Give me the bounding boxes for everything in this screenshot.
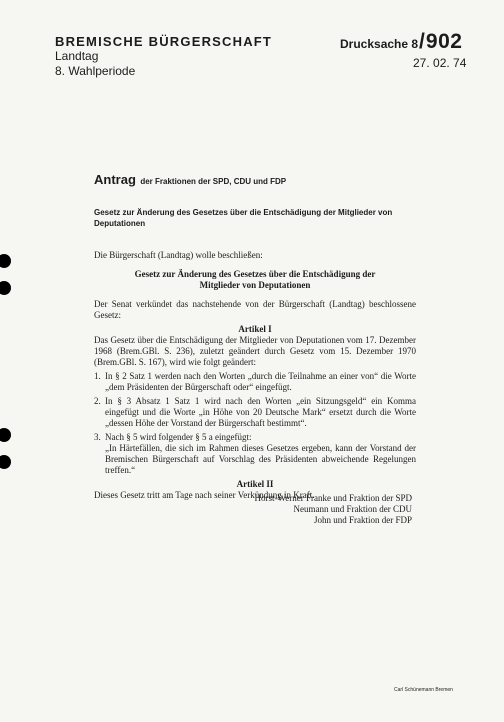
- signature-line: Horst-Werner Franke und Fraktion der SPD: [254, 493, 412, 503]
- article-2-title: Artikel II: [236, 479, 274, 489]
- list-item-text: Nach § 5 wird folgender § 5 a eingefügt:: [105, 432, 252, 442]
- organization-name: BREMISCHE BÜRGERSCHAFT: [55, 34, 273, 49]
- drucksache-value: 902: [425, 30, 463, 53]
- motion-label: Antrag: [94, 172, 136, 187]
- punch-hole-2: [0, 281, 11, 295]
- law-title: [94, 269, 416, 291]
- header-left: [55, 34, 272, 79]
- signature-line: Neumann und Fraktion der CDU: [293, 504, 412, 514]
- article-1-title: Artikel I: [238, 324, 272, 334]
- legislative-period: 8. Wahlperiode: [55, 64, 136, 78]
- law-title-line-1: Gesetz zur Änderung des Gesetzes über die Entschädigung der: [134, 269, 376, 279]
- motion-heading: [94, 171, 286, 189]
- list-item-text: In § 2 Satz 1 werden nach den Worten „durch die Teilnahme an einer von“ die Worte „dem Präsidenten der Bürgerschaft oder“ eingefügt.: [105, 371, 416, 392]
- list-item: [94, 371, 416, 393]
- list-item-number: 2.: [94, 396, 101, 406]
- proclamation-text: Der Senat verkündet das nachstehende von der Bürgerschaft (Landtag) beschlossene Gesetz:: [94, 299, 416, 320]
- list-item-number: 1.: [94, 371, 101, 381]
- list-item-number: 3.: [94, 432, 101, 442]
- motion-factions: der Fraktionen der SPD, CDU und FDP: [140, 177, 287, 186]
- list-item: [94, 432, 416, 476]
- printer-imprint: Carl Schünemann Bremen: [394, 687, 453, 693]
- list-item-text-block: [105, 432, 416, 476]
- article-1-text: Das Gesetz über die Entschädigung der Mitglieder von Deputationen vom 17. Dezember 1968 (Brem.GBl. S. 236), zuletzt geändert durch Gesetz vom 15. Dezember 1970 (Brem.GBl. S. 167), wird wie folgt geändert:: [94, 335, 416, 367]
- punch-hole-4: [0, 455, 11, 469]
- chamber-name: Landtag: [55, 49, 99, 63]
- document-date: 27. 02. 74: [413, 56, 467, 70]
- list-item-text: In § 3 Absatz 1 Satz 1 wird nach den Worten „ein Sitzungsgeld“ ein Komma eingefügt und die Worte „in Höhe von 20 Deutsche Mark“ ersetzt durch die Worte „dessen Höhe der Vorstand der Bürgerschaft bestimmt“.: [105, 396, 416, 428]
- change-list: [94, 371, 416, 476]
- motion-body: [94, 250, 416, 501]
- signature-line: John und Fraktion der FDP: [313, 515, 412, 525]
- list-item: [94, 396, 416, 429]
- drucksache-number: [340, 30, 462, 54]
- intro-text: Die Bürgerschaft (Landtag) wolle beschließen:: [94, 250, 263, 260]
- inserted-paragraph-quote: „In Härtefällen, die sich im Rahmen dieses Gesetzes ergeben, kann der Vorstand der Bremischen Bürgerschaft auf Vorschlag des Präsidenten abweichende Regelungen treffen.“: [105, 443, 416, 475]
- signature-block: [212, 493, 412, 526]
- article-2-text: Dieses Gesetz tritt am Tage nach seiner Verkündung in Kraft.: [94, 490, 315, 500]
- punch-hole-1: [0, 254, 11, 268]
- drucksache-separator: /: [419, 30, 425, 53]
- punch-hole-3: [0, 428, 11, 442]
- motion-subject: Gesetz zur Änderung des Gesetzes über die Entschädigung der Mitglieder von Deputationen: [94, 208, 393, 228]
- law-title-line-2: Mitglieder von Deputationen: [199, 280, 311, 290]
- drucksache-label: Drucksache 8: [340, 37, 419, 51]
